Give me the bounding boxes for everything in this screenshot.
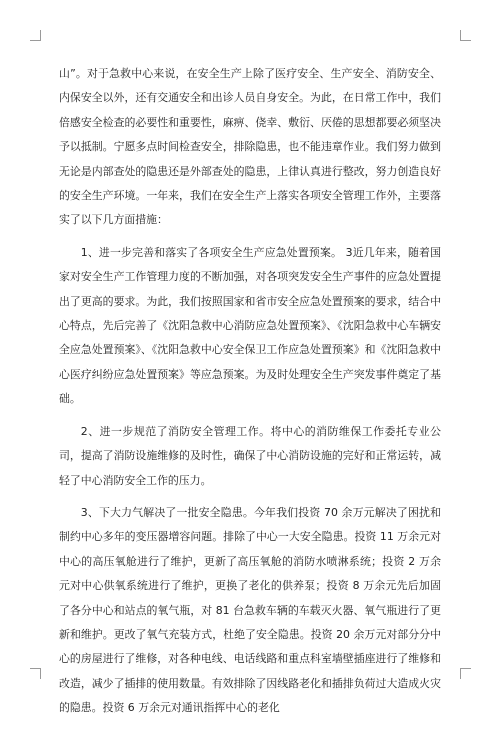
paragraph-hazard-fixes: 3、下大力气解决了一批安全隐患。今年我们投资 70 余万元解决了困扰和制约中心多年的变压器增容问题。排除了中心一大安全隐患。投资 11 万余元对中心的高压氧舱进行了维护，更新了高压氧舱的消防水喷淋系统；投资 2 万余元对中心供氧系统进行了维护，更换了老化的供养泵；投资 8 万余元先后加固了各分中心和站点的氧气瓶，对 81 台急救车辆的车载灭火器、氧气瓶进行了更新和维护。更改了氧气充装方式，杜绝了安全隐患。投资 20 余万元对部分分中心的房屋进行了维修，对各种电线、电话线路和重点科室墙壁插座进行了维修和改造，减少了插排的使用数量。有效排除了因线路老化和插排负荷过大造成火灾的隐患。投资 6 万余元对通讯指挥中心的老化 <box>59 505 441 715</box>
crop-mark-top-right <box>460 30 471 41</box>
crop-mark-bottom-right <box>460 668 471 679</box>
paragraph-continued: 山”。对于急救中心来说，在安全生产上除了医疗安全、生产安全、消防安全、内保安全以外，还有交通安全和出诊人员自身安全。为此，在日常工作中，我们倍感安全检查的必要性和重要性，麻痹、侥幸、敷衍、厌倦的思想都要必须坚决予以抵制。宁愿多点时间检查安全，排除隐患，也不能违章作业。我们努力做到无论是内部查处的隐患还是外部查处的隐患，上律认真进行整改，努力创造良好的安全生产环境。一年来，我们在安全生产上落实各项安全管理工作外，主要落实了以下几方面措施： <box>59 67 441 227</box>
paragraph-emergency-plans: 1、进一步完善和落实了各项安全生产应急处置预案。 3近几年来，随着国家对安全生产工作管理力度的不断加强，对各项突发安全生产事件的应急处置提出了更高的要求。为此，我们按照国家和省市安全应急处置预案的要求，结合中心特点，先后完善了《沈阳急救中心消防应急处置预案》、《沈阳急救中心车辆安全应急处置预案》、《沈阳急救中心安全保卫工作应急处置预案》和《沈阳急救中心医疗纠纷应急处置预案》等应急预案。为及时处理安全生产突发事件奠定了基础。 <box>59 245 441 406</box>
paragraph-fire-safety: 2、进一步规范了消防安全管理工作。将中心的消防维保工作委托专业公司，提高了消防设施维修的及时性，确保了中心消防设施的完好和正常运转，减轻了中心消防安全工作的压力。 <box>59 424 441 487</box>
document-body <box>59 62 441 729</box>
crop-mark-bottom-left <box>30 668 41 679</box>
crop-mark-top-left <box>30 30 41 41</box>
